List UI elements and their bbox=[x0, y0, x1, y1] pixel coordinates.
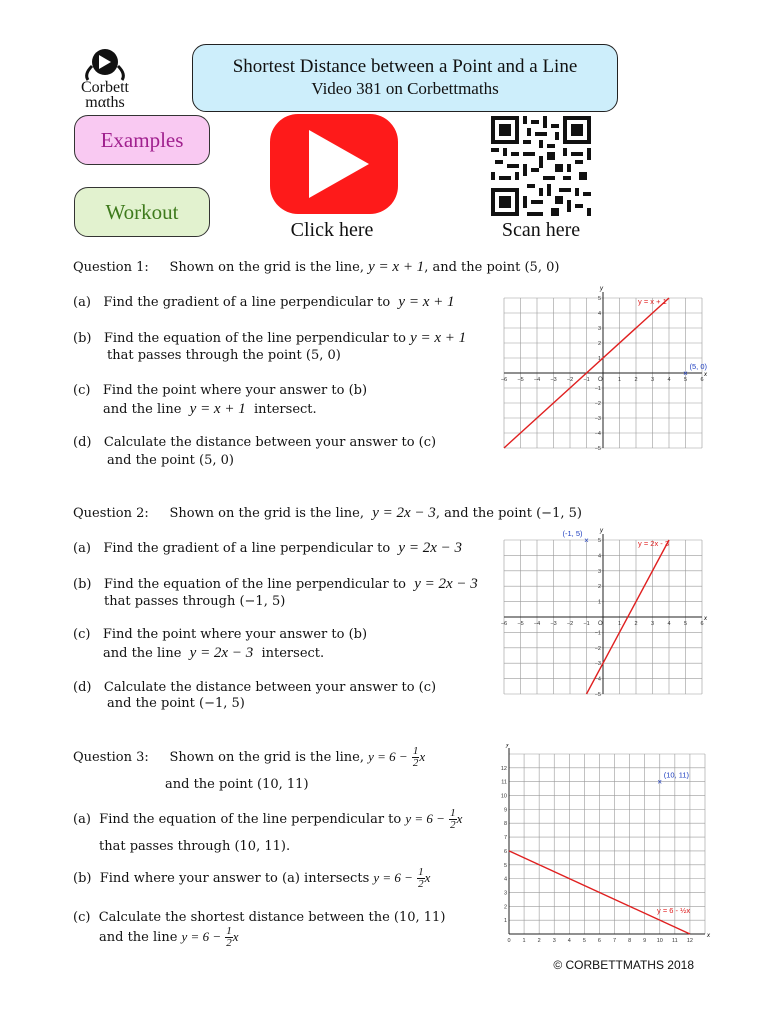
q1-part-a bbox=[73, 294, 454, 311]
q2-b-text: Find the equation of the line perpendicular to bbox=[103, 577, 406, 592]
y-tick-label: 3 bbox=[597, 326, 601, 332]
q2-part-c bbox=[73, 627, 367, 642]
x-tick-label: −1 bbox=[583, 377, 590, 383]
y-tick-label: −3 bbox=[594, 416, 601, 422]
q3-c-text2 bbox=[99, 926, 239, 949]
y-tick-label: −4 bbox=[594, 431, 601, 437]
x-tick-label: −3 bbox=[550, 621, 557, 627]
y-tick-label: 6 bbox=[503, 848, 507, 855]
q2-a-equation: y = 2x − 3 bbox=[398, 540, 462, 556]
play-icon bbox=[309, 130, 369, 198]
q1-a-text: Find the gradient of a line perpendicular to bbox=[103, 295, 391, 310]
q3-a-eq-prefix: y = 6 − bbox=[405, 811, 445, 826]
q3-eq-var: x bbox=[419, 749, 426, 764]
y-tick-label: −2 bbox=[594, 401, 601, 407]
x-tick-label: −2 bbox=[566, 621, 574, 627]
x-tick-label: −2 bbox=[566, 377, 574, 383]
q2-d-label: (d) bbox=[73, 680, 92, 695]
q2-c-text2 bbox=[103, 645, 324, 662]
y-tick-label: 1 bbox=[503, 918, 507, 925]
q2-c-text2b: intersect. bbox=[261, 646, 325, 661]
q1-part-c bbox=[73, 383, 367, 398]
y-tick-label: −3 bbox=[594, 661, 601, 668]
q3-intro-text: Shown on the grid is the line, bbox=[169, 750, 364, 765]
examples-button[interactable]: Examples bbox=[74, 115, 210, 165]
x-tick-label: 1 bbox=[522, 938, 526, 944]
q3-c-eq-prefix: y = 6 − bbox=[181, 929, 222, 944]
qr-code-icon[interactable] bbox=[490, 116, 592, 216]
x-tick-label: 9 bbox=[643, 938, 647, 944]
q3-b-eq-var: x bbox=[424, 870, 431, 885]
workout-button[interactable]: Workout bbox=[74, 187, 210, 237]
q1-a-label: (a) bbox=[73, 295, 91, 310]
y-tick-label: 1 bbox=[597, 599, 601, 606]
q1-c-text2a: and the line bbox=[103, 402, 182, 417]
x-tick-label: 6 bbox=[700, 377, 704, 383]
copyright-text: © CORBETTMATHS 2018 bbox=[553, 958, 694, 972]
q2-intro-text: Shown on the grid is the line, bbox=[169, 506, 364, 521]
q1-c-equation: y = x + 1 bbox=[189, 401, 246, 417]
q3-eq-prefix: y = 6 − bbox=[368, 749, 408, 764]
q3-intro-text2: and the point (10, 11) bbox=[165, 777, 309, 792]
series-label: y = x + 1 bbox=[638, 297, 667, 306]
series-label: y = 2x - 3 bbox=[638, 539, 670, 548]
q2-c-text: Find the point where your answer to (b) bbox=[102, 627, 368, 642]
y-tick-label: 2 bbox=[503, 904, 507, 911]
q3-b-eq-prefix: y = 6 − bbox=[373, 870, 413, 885]
x-tick-label: 2 bbox=[537, 938, 541, 944]
y-tick-label: −4 bbox=[594, 676, 601, 683]
x-tick-label: 12 bbox=[686, 938, 693, 944]
x-tick-label: 3 bbox=[650, 621, 655, 627]
y-tick-label: 3 bbox=[597, 568, 601, 575]
x-axis-label: x bbox=[704, 372, 707, 378]
x-axis-label: x bbox=[704, 616, 707, 622]
q2-d-text: Calculate the distance between your answer to (c) bbox=[103, 680, 437, 695]
q3-c-label: (c) bbox=[73, 910, 91, 925]
y-tick-label: 5 bbox=[597, 538, 601, 544]
y-tick-label: 5 bbox=[597, 296, 601, 302]
q3-part-b bbox=[73, 867, 430, 890]
y-tick-label: −5 bbox=[594, 692, 601, 698]
q1-d-label: (d) bbox=[73, 435, 92, 450]
y-tick-label: 2 bbox=[597, 341, 601, 347]
x-tick-label: 8 bbox=[628, 938, 632, 944]
y-tick-label: 8 bbox=[503, 821, 507, 828]
y-tick-label: 5 bbox=[503, 862, 507, 869]
series-label: y = 6 - ½x bbox=[657, 906, 691, 916]
y-tick-label: −5 bbox=[594, 446, 601, 452]
q2-b-equation: y = 2x − 3 bbox=[414, 576, 478, 592]
q3-part-a bbox=[73, 808, 462, 831]
q1-b-text2: that passes through the point (5, 0) bbox=[107, 348, 341, 363]
q3-c-text: Calculate the shortest distance between the (10, 11) bbox=[98, 910, 446, 925]
x-tick-label: −6 bbox=[500, 377, 508, 383]
x-tick-label: −5 bbox=[517, 377, 524, 383]
q1-label: Question 1: bbox=[73, 260, 149, 275]
q3-graph bbox=[495, 744, 713, 946]
logo-text-line2: mαths bbox=[85, 94, 125, 111]
scan-here-label: Scan here bbox=[501, 219, 581, 241]
y-axis-label: y bbox=[506, 744, 509, 748]
q2-graph bbox=[500, 526, 708, 698]
y-tick-label: 1 bbox=[597, 356, 601, 362]
q1-intro bbox=[73, 259, 559, 276]
x-tick-label: 7 bbox=[613, 938, 617, 944]
point-label: (5, 0) bbox=[689, 362, 708, 371]
x-tick-label: 5 bbox=[582, 938, 586, 944]
q3-a-label: (a) bbox=[73, 812, 91, 827]
q3-a-eq-var: x bbox=[456, 811, 463, 826]
q1-b-equation: y = x + 1 bbox=[410, 330, 467, 346]
q3-a-text2: that passes through (10, 11). bbox=[99, 839, 291, 854]
q1-b-text: Find the equation of the line perpendicular to bbox=[103, 331, 406, 346]
q1-line-equation: y = x + 1 bbox=[368, 259, 425, 275]
x-tick-label: 3 bbox=[552, 938, 556, 944]
x-tick-label: −1 bbox=[583, 621, 590, 627]
q2-c-text2a: and the line bbox=[103, 646, 182, 661]
y-tick-label: −1 bbox=[594, 386, 601, 392]
q1-part-d bbox=[73, 435, 436, 450]
point-marker: × bbox=[584, 536, 589, 545]
x-tick-label: −5 bbox=[517, 621, 524, 627]
q2-a-label: (a) bbox=[73, 541, 91, 556]
title-box bbox=[192, 44, 618, 112]
q1-c-label: (c) bbox=[73, 383, 91, 398]
q2-intro bbox=[73, 505, 582, 522]
q1-c-text2 bbox=[103, 401, 317, 418]
y-tick-label: 4 bbox=[597, 553, 601, 560]
q3-eq-fraction: $\frac{1}{2}$ bbox=[412, 745, 419, 769]
q2-part-b bbox=[73, 576, 478, 593]
x-tick-label: −3 bbox=[550, 377, 557, 383]
x-tick-label: 3 bbox=[650, 377, 655, 383]
y-tick-label: 12 bbox=[500, 765, 507, 772]
q2-b-text2: that passes through (−1, 5) bbox=[104, 594, 286, 609]
x-tick-label: 2 bbox=[634, 621, 638, 627]
q3-part-c bbox=[73, 910, 445, 925]
x-tick-label: O bbox=[598, 621, 603, 627]
q3-b-text: Find where your answer to (a) intersects bbox=[99, 871, 370, 886]
q2-part-a bbox=[73, 540, 462, 557]
x-tick-label: −6 bbox=[500, 621, 508, 627]
point-label: (-1, 5) bbox=[562, 529, 583, 538]
q1-c-text2b: intersect. bbox=[253, 402, 317, 417]
q1-c-text: Find the point where your answer to (b) bbox=[102, 383, 368, 398]
q1-d-text: Calculate the distance between your answer to (c) bbox=[103, 435, 437, 450]
q2-intro-end: , and the point (−1, 5) bbox=[435, 506, 582, 521]
q1-b-label: (b) bbox=[73, 331, 92, 346]
y-tick-label: 3 bbox=[503, 890, 507, 897]
x-tick-label: 6 bbox=[597, 938, 601, 944]
x-tick-label: 6 bbox=[700, 621, 704, 627]
q3-c-eq-fraction: $\frac{1}{2}$ bbox=[226, 925, 232, 949]
y-axis-label: y bbox=[600, 528, 603, 534]
q2-c-label: (c) bbox=[73, 627, 91, 642]
x-tick-label: −4 bbox=[533, 377, 541, 383]
q1-intro-text: Shown on the grid is the line, bbox=[169, 260, 364, 275]
point-label: (10, 11) bbox=[663, 770, 690, 780]
x-tick-label: 5 bbox=[683, 621, 688, 627]
x-axis-label: x bbox=[707, 933, 710, 939]
y-tick-label: 11 bbox=[501, 779, 507, 786]
q3-b-eq-fraction: $\frac{1}{2}$ bbox=[418, 866, 424, 890]
x-tick-label: −4 bbox=[533, 621, 541, 627]
q2-line-equation: y = 2x − 3 bbox=[372, 505, 436, 521]
q3-label: Question 3: bbox=[73, 750, 149, 765]
q3-b-label: (b) bbox=[73, 871, 92, 886]
y-tick-label: 7 bbox=[503, 835, 507, 842]
q3-a-eq-fraction: $\frac{1}{2}$ bbox=[450, 807, 456, 831]
y-tick-label: 4 bbox=[503, 876, 507, 883]
x-tick-label: 1 bbox=[617, 377, 622, 383]
y-tick-label: 9 bbox=[503, 807, 507, 814]
q2-label: Question 2: bbox=[73, 506, 149, 521]
q3-intro bbox=[73, 746, 425, 769]
q1-part-b bbox=[73, 330, 466, 347]
x-tick-label: 10 bbox=[656, 938, 663, 944]
click-here-label[interactable]: Click here bbox=[290, 219, 374, 241]
x-tick-label: 5 bbox=[683, 377, 688, 383]
q1-graph bbox=[500, 280, 708, 456]
q2-d-text2: and the point (−1, 5) bbox=[107, 696, 245, 711]
x-tick-label: 4 bbox=[567, 938, 571, 944]
y-axis-label: y bbox=[600, 286, 603, 292]
q1-a-equation: y = x + 1 bbox=[398, 294, 455, 310]
x-tick-label: 4 bbox=[667, 621, 671, 627]
page-title: Shortest Distance between a Point and a Line bbox=[232, 56, 578, 77]
point-marker: × bbox=[657, 777, 663, 787]
q2-c-equation: y = 2x − 3 bbox=[189, 645, 254, 661]
y-tick-label: −2 bbox=[594, 645, 601, 652]
q3-c-eq-var: x bbox=[232, 929, 239, 944]
q2-b-label: (b) bbox=[73, 577, 92, 592]
q2-a-text: Find the gradient of a line perpendicular to bbox=[103, 541, 391, 556]
x-tick-label: 4 bbox=[667, 377, 671, 383]
logo-text-line1: Corbett bbox=[81, 79, 129, 96]
q2-part-d bbox=[73, 680, 436, 695]
y-tick-label: 2 bbox=[597, 584, 601, 591]
x-tick-label: O bbox=[598, 377, 603, 383]
y-tick-label: 4 bbox=[597, 311, 601, 317]
x-tick-label: 2 bbox=[634, 377, 638, 383]
x-tick-label: 0 bbox=[507, 938, 511, 944]
y-tick-label: −1 bbox=[594, 630, 601, 637]
q3-a-text: Find the equation of the line perpendicular to bbox=[99, 812, 402, 827]
point-marker: × bbox=[683, 369, 688, 378]
x-tick-label: 11 bbox=[671, 938, 678, 944]
q3-c-text2-label: and the line bbox=[99, 930, 178, 945]
q1-d-text2: and the point (5, 0) bbox=[107, 453, 234, 468]
q1-intro-end: , and the point (5, 0) bbox=[424, 260, 560, 275]
y-tick-label: 10 bbox=[500, 793, 507, 800]
x-tick-label: 1 bbox=[617, 621, 622, 627]
video-subtitle: Video 381 on Corbettmaths bbox=[311, 79, 499, 98]
